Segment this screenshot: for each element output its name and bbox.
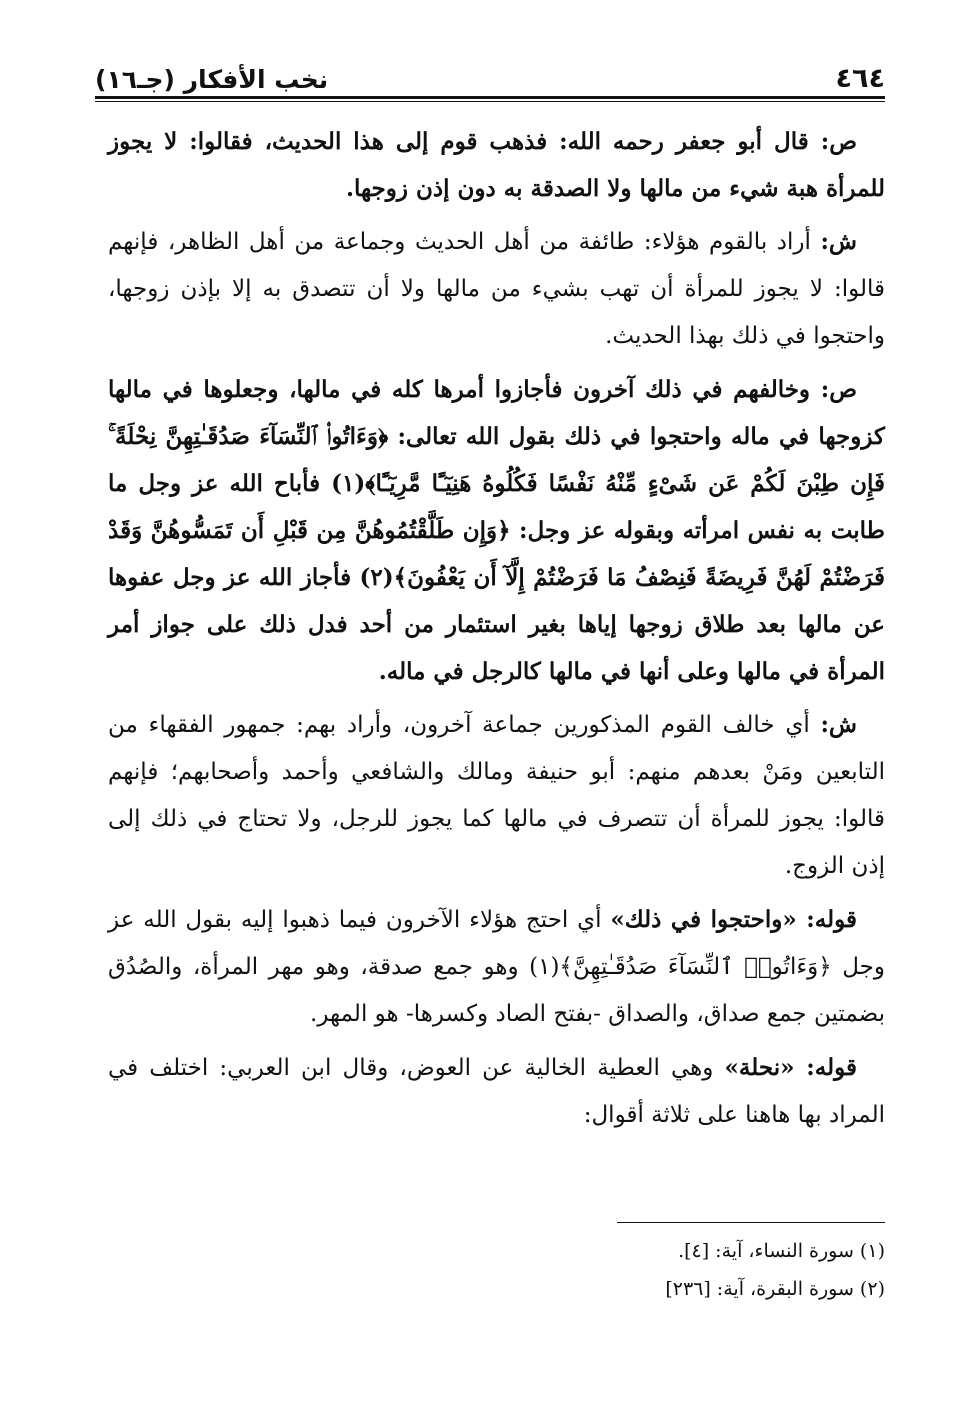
footnote: (٢) سورة البقرة، آية: [٢٣٦] — [665, 1278, 885, 1300]
paragraph-lead: ش: — [820, 711, 858, 738]
footnote-rule — [617, 1222, 885, 1223]
running-title: نخب الأفكار (جـ١٦) — [95, 65, 329, 94]
page-number: ٤٦٤ — [835, 63, 885, 94]
body-text — [108, 118, 885, 1145]
paragraph-text: قال أبو جعفر رحمه الله: فذهب قوم إلى هذا الحديث، فقالوا: لا يجوز للمرأة هبة شيء من مالها ولا الصدقة به دون إذن زوجها. — [108, 128, 885, 202]
paragraph-lead: ص: — [820, 128, 857, 155]
paragraph — [108, 218, 885, 360]
paragraph-text: أراد بالقوم هؤلاء: طائفة من أهل الحديث وجماعة من أهل الظاهر، فإنهم قالوا: لا يجوز للمرأة أن تهب بشيء من مالها ولا أن تتصدق به إلا بإذن زوجها، واحتجوا في ذلك بهذا الحديث. — [108, 229, 885, 349]
paragraph-text: وخالفهم في ذلك آخرون فأجازوا أمرها كله في مالها، وجعلوها في مالها كزوجها في ماله واحتجوا في ذلك بقول الله تعالى: ﴿وَءَاتُوا۟ ٱلنِّسَآءَ صَدُقَـٰتِهِنَّ نِحْلَةً ۚ فَإِن طِبْنَ لَكُمْ عَن شَىْءٍ مِّنْهُ نَفْسًا فَكُلُوهُ هَنِيٓـًٔا مَّرِيٓـًٔا﴾(١) فأباح الله عز وجل ما طابت به نفس امرأته وبقوله عز وجل: ﴿وَإِن طَلَّقْتُمُوهُنَّ مِن قَبْلِ أَن تَمَسُّوهُنَّ وَقَدْ فَرَضْتُمْ لَهُنَّ فَرِيضَةً فَنِصْفُ مَا فَرَضْتُمْ إِلَّآ أَن يَعْفُونَ﴾(٢) فأجاز الله عز وجل عفوها عن مالها بعد طلاق زوجها إياها بغير استئمار من أحد فدل ذلك على جواز أمر المرأة في مالها وعلى أنها في مالها كالرجل في ماله. — [108, 376, 885, 685]
paragraph — [108, 896, 885, 1038]
paragraph — [108, 701, 885, 890]
page-header — [95, 48, 885, 94]
footnotes — [485, 1232, 885, 1308]
header-rule — [95, 96, 885, 99]
header-rule-thin — [95, 101, 885, 102]
paragraph-lead: ش: — [820, 228, 858, 255]
paragraph-lead: قوله: «واحتجوا في ذلك» — [610, 906, 857, 933]
footnote: (١) سورة النساء، آية: [٤]. — [678, 1240, 885, 1262]
paragraph-text: أي خالف القوم المذكورين جماعة آخرون، وأراد بهم: جمهور الفقهاء من التابعين ومَنْ بعدهم منهم: أبو حنيفة ومالك والشافعي وأحمد وأصحابهم؛ فإنهم قالوا: يجوز للمرأة أن تتصرف في مالها كما يجوز للرجل، ولا تحتاج في ذلك إلى إذن الزوج. — [108, 712, 885, 879]
paragraph-lead: قوله: «نحلة» — [724, 1054, 858, 1081]
paragraph-text: أي احتج هؤلاء الآخرون فيما ذهبوا إليه بقول الله عز وجل ﴿وَءَاتُوا۟ ٱلنِّسَآءَ صَدُقَـٰتِهِنَّ﴾(١) وهو جمع صدقة، وهو مهر المرأة، والصُدُق بضمتين جمع صداق، والصداق -بفتح الصاد وكسرها- هو المهر. — [108, 907, 885, 1027]
paragraph — [108, 118, 885, 212]
paragraph-lead: ص: — [820, 376, 857, 403]
paragraph — [108, 1044, 885, 1139]
paragraph — [108, 366, 885, 695]
paragraph-text: وهي العطية الخالية عن العوض، وقال ابن العربي: اختلف في المراد بها هاهنا على ثلاثة أقوال: — [108, 1055, 885, 1128]
